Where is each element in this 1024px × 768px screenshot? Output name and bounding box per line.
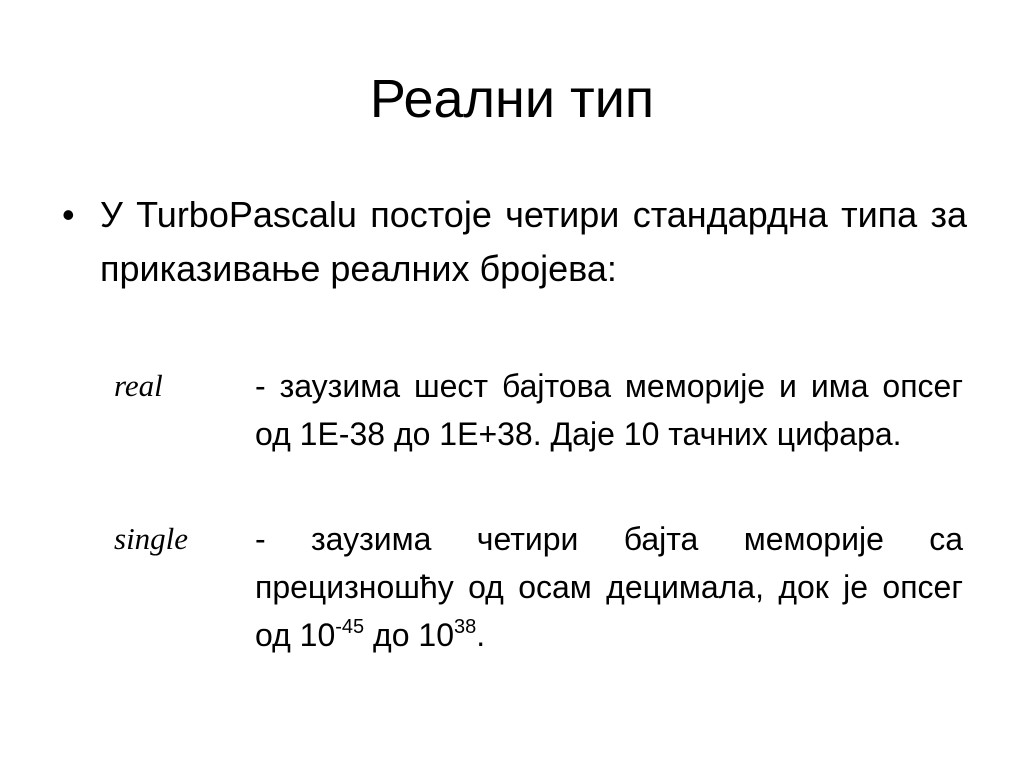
exponent: -45 bbox=[335, 616, 365, 638]
definition-text bbox=[255, 515, 963, 659]
definition-text: - заузима шест бајтова меморије и има опсег од 1Е-38 до 1Е+38. Даје 10 тачних цифара. bbox=[255, 368, 963, 452]
bullet-text: У TurboPascalu постоје четири стандардна типа за приказивање реалних бројева: bbox=[100, 194, 967, 289]
slide-title: Реални тип bbox=[369, 69, 655, 129]
exponent: 38 bbox=[454, 616, 477, 638]
bullet-item bbox=[62, 188, 967, 296]
definition-text-part: - заузима четири бајта меморије са прецизношћу од осам децимала, док је опсег од 10 bbox=[255, 521, 963, 653]
definition-term: real bbox=[114, 368, 163, 403]
definition-text-part: . bbox=[476, 617, 486, 653]
definition-term: single bbox=[114, 521, 189, 556]
bullet-marker: • bbox=[62, 194, 75, 235]
definition-text-part: до 10 bbox=[364, 617, 454, 653]
